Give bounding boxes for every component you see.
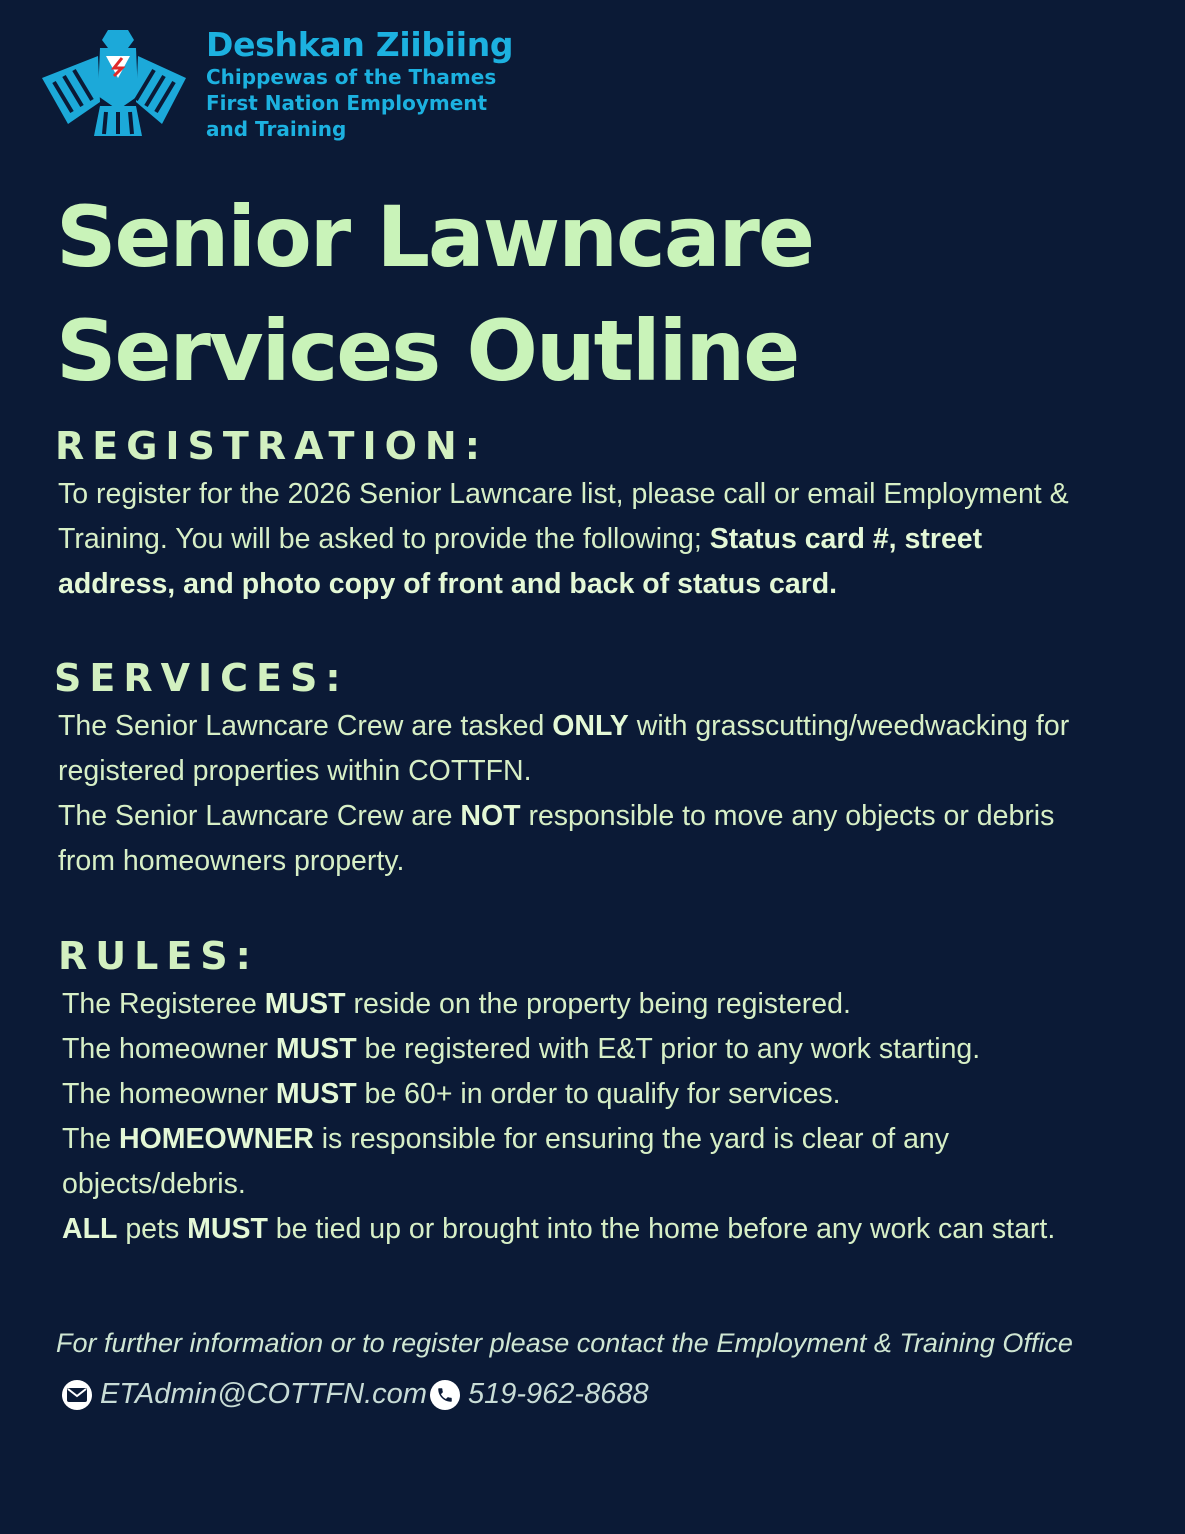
registration-text	[58, 472, 1148, 607]
body-text: To register for the 2026 Senior Lawncare list, please call or email Employment &	[58, 478, 1069, 510]
email-contact[interactable]	[62, 1378, 427, 1411]
registration-heading: REGISTRATION:	[55, 424, 488, 468]
emphasis-text: ALL	[62, 1213, 118, 1245]
text-line	[62, 1162, 1152, 1207]
email-icon	[62, 1380, 92, 1410]
body-text: with grasscutting/weedwacking for	[628, 710, 1070, 742]
text-line	[62, 1027, 1152, 1072]
emphasis-text: HOMEOWNER	[119, 1123, 314, 1155]
body-text: be registered with E&T prior to any work starting.	[356, 1033, 981, 1065]
contact-note: For further information or to register please contact the Employment & Training Office	[56, 1328, 1073, 1358]
body-text: responsible to move any objects or debris	[520, 800, 1055, 832]
text-line	[62, 1117, 1152, 1162]
body-text: The homeowner	[62, 1033, 276, 1065]
emphasis-text: MUST	[275, 1078, 357, 1110]
email-address[interactable]: ETAdmin@COTTFN.com	[100, 1378, 427, 1410]
rules-text	[62, 982, 1152, 1252]
org-sub-line: First Nation Employment	[206, 91, 488, 115]
body-text: pets	[117, 1213, 188, 1245]
body-text: be tied up or brought into the home before any work can start.	[267, 1213, 1056, 1245]
org-sub-line: and Training	[206, 117, 347, 141]
text-line	[62, 982, 1152, 1027]
title-line: Senior Lawncare	[56, 188, 813, 286]
body-text: The Senior Lawncare Crew are	[58, 800, 461, 832]
services-text	[58, 704, 1148, 884]
body-text: objects/debris.	[62, 1168, 246, 1200]
org-sub-line: Chippewas of the Thames	[206, 65, 497, 89]
emphasis-text: MUST	[264, 988, 346, 1020]
body-text: The homeowner	[62, 1078, 276, 1110]
body-text: Training. You will be asked to provide the following;	[58, 523, 710, 555]
body-text: reside on the property being registered.	[345, 988, 851, 1020]
body-text: The	[62, 1123, 120, 1155]
text-line	[58, 517, 1148, 562]
org-name: Deshkan Ziibiing	[206, 25, 514, 64]
text-line	[58, 794, 1148, 839]
thunderbird-logo-icon	[38, 26, 190, 138]
text-line	[62, 1207, 1152, 1252]
emphasis-text: MUST	[275, 1033, 357, 1065]
phone-contact[interactable]	[430, 1378, 649, 1411]
phone-icon	[430, 1380, 460, 1410]
emphasis-text: MUST	[187, 1213, 268, 1245]
organization-block	[206, 26, 513, 142]
emphasis-text: Status card #, street	[709, 523, 983, 555]
rules-heading: RULES:	[58, 934, 259, 978]
body-text: is responsible for ensuring the yard is clear of any	[313, 1123, 950, 1155]
page-title	[56, 180, 813, 408]
emphasis-text: ONLY	[552, 710, 629, 742]
title-line: Services Outline	[56, 302, 799, 400]
phone-number[interactable]: 519-962-8688	[468, 1378, 649, 1410]
text-line	[58, 749, 1148, 794]
body-text: registered properties within COTTFN.	[58, 755, 532, 787]
text-line	[58, 472, 1148, 517]
text-line	[62, 1072, 1152, 1117]
body-text: The Registeree	[62, 988, 265, 1020]
emphasis-text: address, and photo copy of front and back of status card.	[58, 568, 838, 600]
emphasis-text: NOT	[460, 800, 521, 832]
body-text: from homeowners property.	[58, 845, 405, 877]
text-line	[58, 704, 1148, 749]
services-heading: SERVICES:	[54, 656, 349, 700]
body-text: The Senior Lawncare Crew are tasked	[58, 710, 553, 742]
text-line	[58, 839, 1148, 884]
body-text: be 60+ in order to qualify for services.	[356, 1078, 841, 1110]
text-line	[58, 562, 1148, 607]
